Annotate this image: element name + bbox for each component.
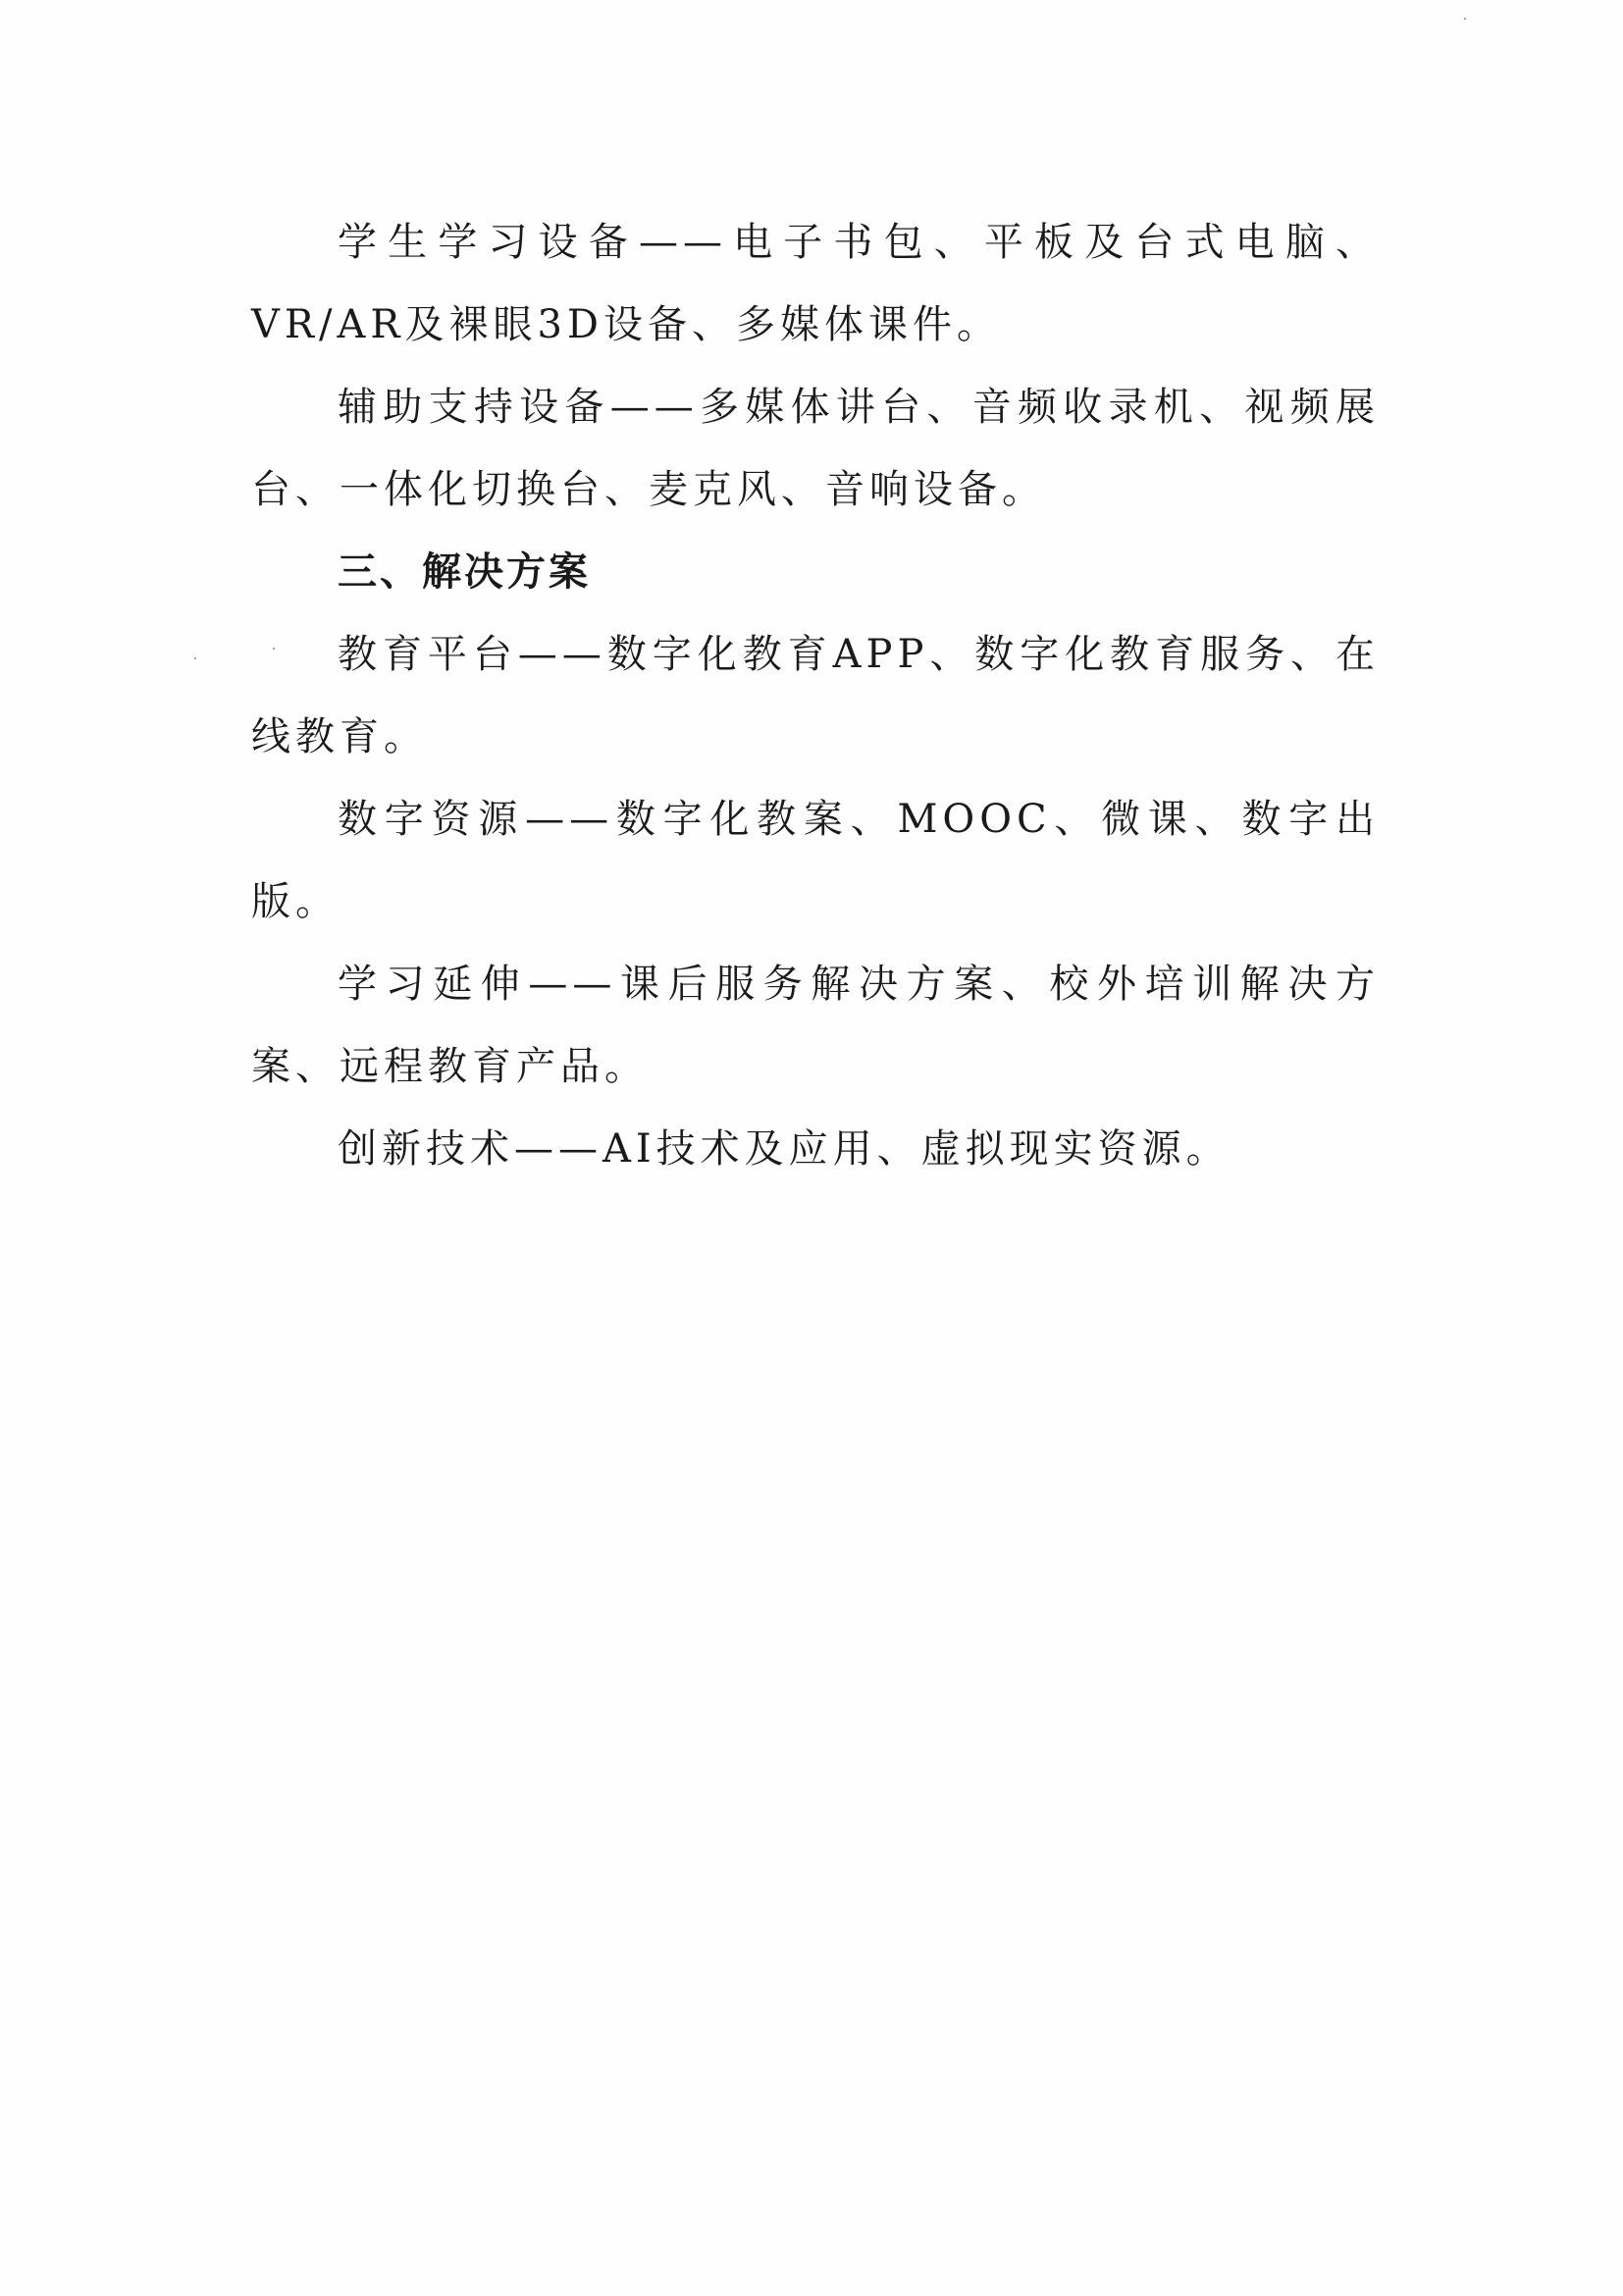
document-body	[251, 201, 1380, 1190]
paragraph-digital-resources: 数字资源——数字化教案、MOOC、微课、数字出版。	[251, 797, 1380, 924]
paragraph-support-devices: 辅助支持设备——多媒体讲台、音频收录机、视频展台、一体化切换台、麦克风、音响设备。	[251, 385, 1380, 512]
section-heading: 三、解决方案	[338, 549, 591, 595]
paragraph-student-devices: 学生学习设备——电子书包、平板及台式电脑、VR/AR及裸眼3D设备、多媒体课件。	[251, 220, 1380, 347]
paragraph-learning-extension: 学习延伸——课后服务解决方案、校外培训解决方案、远程教育产品。	[251, 962, 1380, 1089]
paragraph-education-platform: 教育平台——数字化教育APP、数字化教育服务、在线教育。	[251, 632, 1380, 759]
paragraph-innovative-tech: 创新技术——AI技术及应用、虚拟现实资源。	[338, 1126, 1230, 1172]
scan-speck	[1464, 18, 1466, 20]
scan-speck	[194, 657, 196, 659]
